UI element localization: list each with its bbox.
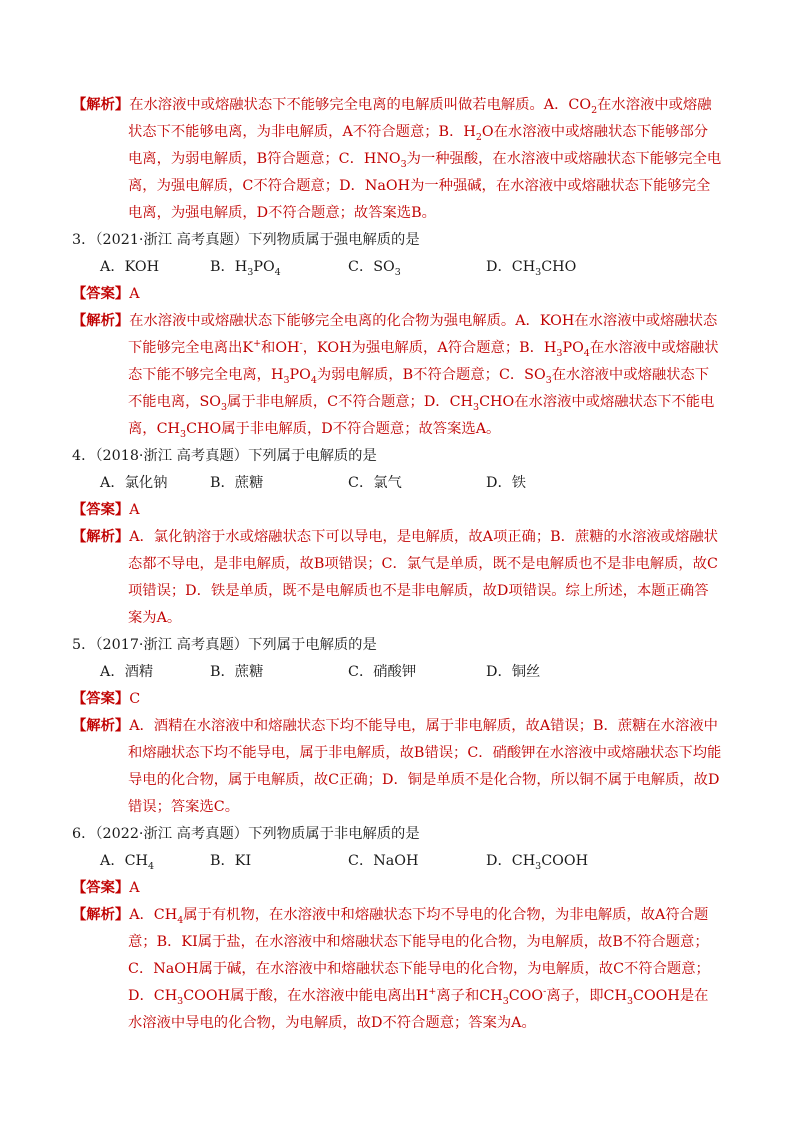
analysis-block xyxy=(72,902,722,1037)
options-row xyxy=(72,254,722,281)
analysis-label: 【解析】 xyxy=(72,97,130,113)
option-a: A．氯化钠 xyxy=(100,475,168,491)
answer-value: C xyxy=(129,691,141,707)
question-stem: 6．（2022·浙江 高考真题）下列物质属于非电解质的是 xyxy=(72,826,420,842)
answer-value: A xyxy=(129,286,140,302)
question-list xyxy=(72,227,722,1037)
option-b: B．KI xyxy=(210,853,252,869)
option-a: A．酒精 xyxy=(100,664,154,680)
analysis-text: A．$CH_4$属于有机物，在水溶液中和熔融状态下均不导电的化合物，为非电解质，故A符合题意；B．KI属于盐，在水溶液中和熔融状态下能导电的化合物，为电解质，故B不符合题意； C．NaOH属于碱，在水溶液中和熔融状态下能导电的化合物，为电解质，故C不符合题意； D．$CH_3COOH$属于酸，在水溶液中能电离出H+离子和$CH_3COO^-$离子，即$CH_3COOH$是在水溶液中导电的化合物，为电解质，故D不符合题意；答案为A。 xyxy=(128,907,710,1031)
question-stem: 3．（2021·浙江 高考真题）下列物质属于强电解质的是 xyxy=(72,232,420,248)
question-stem: 5．（2017·浙江 高考真题）下列属于电解质的是 xyxy=(72,637,377,653)
analysis-label: 【解析】 xyxy=(72,313,130,329)
option-c: C．氯气 xyxy=(348,475,402,491)
analysis-label: 【解析】 xyxy=(72,718,130,734)
question-stem: 4．（2018·浙江 高考真题）下列属于电解质的是 xyxy=(72,448,377,464)
analysis-text: A．氯化钠溶于水或熔融状态下可以导电，是电解质，故A项正确；B．蔗糖的水溶液或熔融状态都不导电，是非电解质，故B项错误；C．氯气是单质，既不是电解质也不是非电解质，故C项错误；D．铁是单质，既不是电解质也不是非电解质，故D项错误。综上所述，本题正确答案为A。 xyxy=(128,529,718,626)
option-a: A．$CH_4$ xyxy=(100,853,155,872)
answer-label: 【答案】 xyxy=(72,691,130,707)
analysis-block xyxy=(72,713,722,821)
options-row xyxy=(72,659,722,686)
answer-label: 【答案】 xyxy=(72,502,130,518)
analysis-text: 在水溶液中或熔融状态下不能够完全电离的电解质叫做若电解质。A．$CO_2$在水溶液中或熔融状态下不能够电离，为非电解质，A不符合题意；B．$H_2O$在水溶液中或熔融状态下能够部分电离，为弱电解质，B符合题意；C．$HNO_3$为一种强酸，在水溶液中或熔融状态下能够完全电离，为强电解质，C不符合题意；D．NaOH为一种强碱，在水溶液中或熔融状态下能够完全电离，为强电解质，D不符合题意；故答案选B。 xyxy=(128,97,722,221)
answer-line xyxy=(72,686,722,713)
analysis-label: 【解析】 xyxy=(72,907,130,923)
option-d: D．铜丝 xyxy=(486,664,541,680)
answer-label: 【答案】 xyxy=(72,286,130,302)
page-content xyxy=(72,92,722,1037)
option-a: A．KOH xyxy=(100,259,160,275)
analysis-label: 【解析】 xyxy=(72,529,130,545)
analysis-block-0 xyxy=(72,92,722,227)
option-b: B．蔗糖 xyxy=(210,664,264,680)
option-b: B．$H_3PO_4$ xyxy=(210,259,281,278)
option-c: C．硝酸钾 xyxy=(348,664,417,680)
answer-line xyxy=(72,281,722,308)
analysis-block xyxy=(72,308,722,443)
options-row xyxy=(72,848,722,875)
option-c: C．$SO_3$ xyxy=(348,259,401,278)
answer-label: 【答案】 xyxy=(72,880,130,896)
answer-line xyxy=(72,875,722,902)
analysis-text: A．酒精在水溶液中和熔融状态下均不能导电，属于非电解质，故A错误；B．蔗糖在水溶液中和熔融状态下均不能导电，属于非电解质，故B错误；C．硝酸钾在水溶液中或熔融状态下均能导电的化合物，属于电解质，故C正确；D．铜是单质不是化合物，所以铜不属于电解质，故D错误；答案选C。 xyxy=(128,718,722,815)
option-d: D．$CH_3CHO$ xyxy=(486,259,577,278)
option-c: C．NaOH xyxy=(348,853,419,869)
option-d: D．$CH_3COOH$ xyxy=(486,853,589,872)
option-b: B．蔗糖 xyxy=(210,475,264,491)
analysis-text: 在水溶液中或熔融状态下能够完全电离的化合物为强电解质。A．KOH在水溶液中或熔融状态下能够完全电离出K+和OH-，KOH为强电解质，A符合题意；B．$H_3PO_4$在水溶液中或熔融状态下能不够完全电离，$H_3PO_4$为弱电解质，B不符合题意；C．$SO_3$在水溶液中或熔融状态下不能电离，$SO_3$属于非电解质，C不符合题意；D．$CH_3CHO$在水溶液中或熔融状态下不能电离，$CH_3CHO$属于非电解质，D不符合题意；故答案选A。 xyxy=(128,313,719,440)
answer-value: A xyxy=(129,880,140,896)
answer-value: A xyxy=(129,502,140,518)
option-d: D．铁 xyxy=(486,475,527,491)
analysis-block xyxy=(72,524,722,632)
answer-line xyxy=(72,497,722,524)
options-row xyxy=(72,470,722,497)
